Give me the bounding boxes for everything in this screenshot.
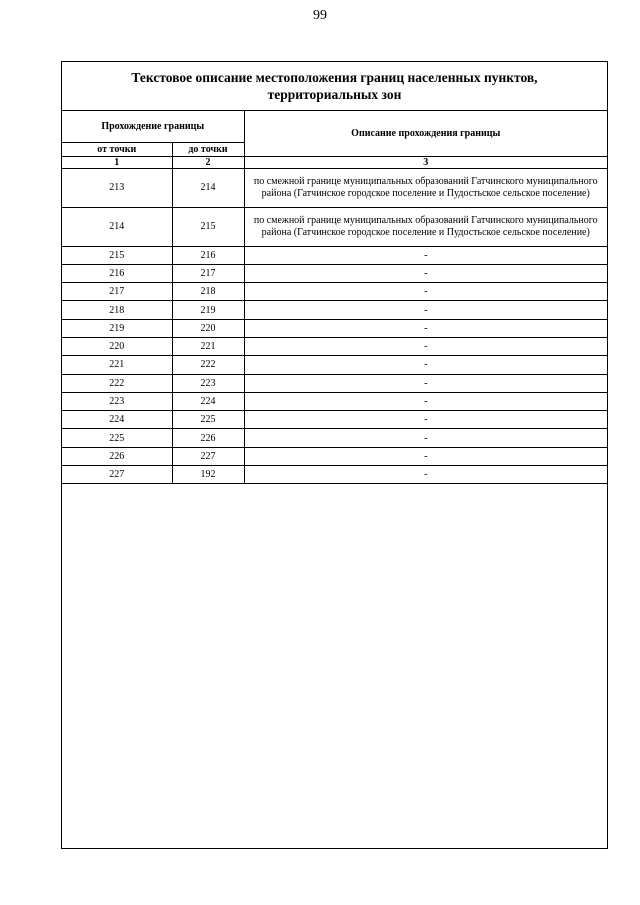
header-col-3: 3	[244, 156, 607, 168]
header-col-1: 1	[62, 156, 172, 168]
table-row	[62, 447, 607, 465]
cell-description: -	[244, 392, 607, 410]
cell-to: 226	[172, 429, 244, 447]
header-description: Описание прохождения границы	[244, 111, 607, 156]
cell-to: 223	[172, 374, 244, 392]
table-row	[62, 168, 607, 207]
cell-to: 192	[172, 466, 244, 484]
cell-from: 217	[62, 283, 172, 301]
cell-to: 217	[172, 264, 244, 282]
cell-from: 221	[62, 356, 172, 374]
table-row	[62, 466, 607, 484]
cell-to: 227	[172, 447, 244, 465]
cell-from: 226	[62, 447, 172, 465]
title-line-2: территориальных зон	[267, 87, 402, 102]
table-row	[62, 264, 607, 282]
cell-description: -	[244, 301, 607, 319]
table-row	[62, 429, 607, 447]
page-number: 99	[313, 8, 327, 23]
header-passage: Прохождение границы	[62, 111, 244, 142]
table-row	[62, 319, 607, 337]
cell-to: 215	[172, 207, 244, 246]
cell-description: -	[244, 246, 607, 264]
cell-description: -	[244, 264, 607, 282]
cell-description: по смежной границе муниципальных образований Гатчинского муниципального района (Гатчинское городское поселение и Пудостьское сельское поселение)	[244, 168, 607, 207]
cell-description: -	[244, 429, 607, 447]
cell-to: 219	[172, 301, 244, 319]
header-col-2: 2	[172, 156, 244, 168]
cell-to: 222	[172, 356, 244, 374]
cell-from: 227	[62, 466, 172, 484]
title-line-1: Текстовое описание местоположения границ населенных пунктов,	[131, 70, 538, 85]
cell-from: 213	[62, 168, 172, 207]
table-row	[62, 283, 607, 301]
cell-from: 225	[62, 429, 172, 447]
cell-to: 218	[172, 283, 244, 301]
cell-from: 216	[62, 264, 172, 282]
table-row	[62, 374, 607, 392]
cell-description: -	[244, 283, 607, 301]
cell-description: -	[244, 411, 607, 429]
table-row	[62, 246, 607, 264]
cell-description: -	[244, 337, 607, 355]
table-row	[62, 411, 607, 429]
cell-to: 216	[172, 246, 244, 264]
document-title	[62, 62, 607, 111]
cell-to: 221	[172, 337, 244, 355]
cell-to: 224	[172, 392, 244, 410]
cell-from: 215	[62, 246, 172, 264]
header-from: от точки	[62, 142, 172, 156]
table-body	[62, 168, 607, 484]
cell-from: 224	[62, 411, 172, 429]
cell-from: 219	[62, 319, 172, 337]
cell-to: 220	[172, 319, 244, 337]
cell-from: 223	[62, 392, 172, 410]
table-row	[62, 356, 607, 374]
boundary-table	[62, 111, 607, 484]
cell-from: 218	[62, 301, 172, 319]
cell-description: -	[244, 466, 607, 484]
cell-description: -	[244, 447, 607, 465]
cell-description: по смежной границе муниципальных образований Гатчинского муниципального района (Гатчинское городское поселение и Пудостьское сельское поселение)	[244, 207, 607, 246]
cell-from: 220	[62, 337, 172, 355]
cell-to: 225	[172, 411, 244, 429]
cell-description: -	[244, 374, 607, 392]
table-row	[62, 301, 607, 319]
table-row	[62, 207, 607, 246]
cell-to: 214	[172, 168, 244, 207]
cell-from: 222	[62, 374, 172, 392]
table-row	[62, 337, 607, 355]
cell-description: -	[244, 319, 607, 337]
document-frame	[61, 61, 608, 849]
table-row	[62, 392, 607, 410]
header-to: до точки	[172, 142, 244, 156]
cell-from: 214	[62, 207, 172, 246]
cell-description: -	[244, 356, 607, 374]
